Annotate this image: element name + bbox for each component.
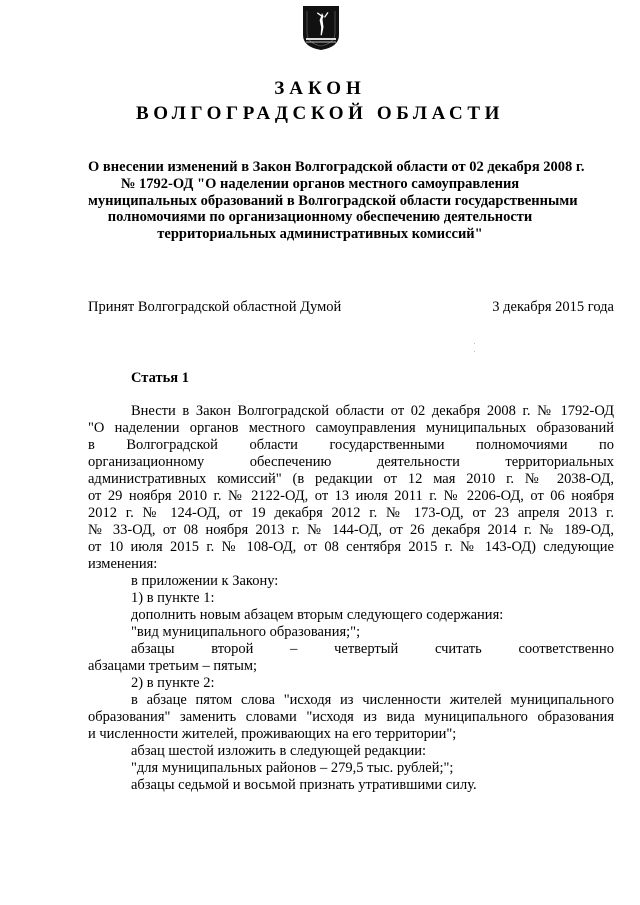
body-line: абзацами третьим – пятым; <box>88 658 258 674</box>
adoption-date: 3 декабря 2015 года <box>492 299 614 315</box>
body-line: 2) в пункте 2: <box>131 675 215 691</box>
volgograd-coat-of-arms-icon <box>302 5 340 51</box>
body-line: в приложении к Закону: <box>131 573 279 589</box>
body-line: от 29 ноября 2010 г. № 2122-ОД, от 13 июля 2011 г. № 2206-ОД, от 06 ноября <box>88 488 614 504</box>
body-line: 1) в пункте 1: <box>131 590 215 606</box>
body-line: абзац шестой изложить в следующей редакции: <box>131 743 426 759</box>
body-line: изменения: <box>88 556 158 572</box>
body-line: абзацы второй – четвертый считать соответственно <box>131 641 614 657</box>
law-title: ЗАКОН <box>274 78 366 99</box>
subject-line: О внесении изменений в Закон Волгоградской области от 02 декабря 2008 г. <box>88 159 585 175</box>
body-line: административных комиссий" (в редакции от 12 мая 2010 г. № 2038-ОД, <box>88 471 614 487</box>
scan-speck <box>474 343 475 344</box>
scan-speck <box>474 351 475 352</box>
subject-line: полномочиями по организационному обеспечению деятельности <box>107 209 533 226</box>
body-line: абзацы седьмой и восьмой признать утратившими силу. <box>131 777 477 793</box>
subject-line: территориальных административных комиссий" <box>157 226 483 243</box>
body-line: "для муниципальных районов – 279,5 тыс. рублей;"; <box>131 760 454 776</box>
adopted-by: Принят Волгоградской областной Думой <box>88 299 342 315</box>
body-line: 2012 г. № 124-ОД, от 19 декабря 2012 г. № 173-ОД, от 23 апреля 2013 г. <box>88 505 614 521</box>
body-line: и численности жителей, проживающих на его территории"; <box>88 726 457 742</box>
article-heading: Статья 1 <box>131 370 189 386</box>
body-line: "О наделении органов местного самоуправления муниципальных образований <box>88 420 614 436</box>
region-title: ВОЛГОГРАДСКОЙ ОБЛАСТИ <box>135 103 505 124</box>
subject-line: № 1792-ОД "О наделении органов местного самоуправления <box>120 175 520 192</box>
law-subject <box>88 159 585 243</box>
body-line: дополнить новым абзацем вторым следующего содержания: <box>131 607 504 623</box>
article-body <box>88 403 614 794</box>
body-line: образования" заменить словами "исходя из вида муниципального образования <box>88 709 614 725</box>
body-line: в абзаце пятом слова "исходя из численности жителей муниципального <box>131 692 614 708</box>
body-line: Внести в Закон Волгоградской области от 02 декабря 2008 г. № 1792-ОД <box>131 403 614 419</box>
body-line: "вид муниципального образования;"; <box>131 624 361 640</box>
subject-line: муниципальных образований в Волгоградской области государственными <box>88 192 578 209</box>
body-line: № 33-ОД, от 08 ноября 2013 г. № 144-ОД, от 26 декабря 2014 г. № 189-ОД, <box>88 522 614 538</box>
body-line: от 10 июля 2015 г. № 108-ОД, от 08 сентября 2015 г. № 143-ОД) следующие <box>88 539 614 555</box>
body-line: в Волгоградской области государственными полномочиями по <box>88 437 614 453</box>
body-line: организационному обеспечению деятельности территориальных <box>88 454 614 470</box>
